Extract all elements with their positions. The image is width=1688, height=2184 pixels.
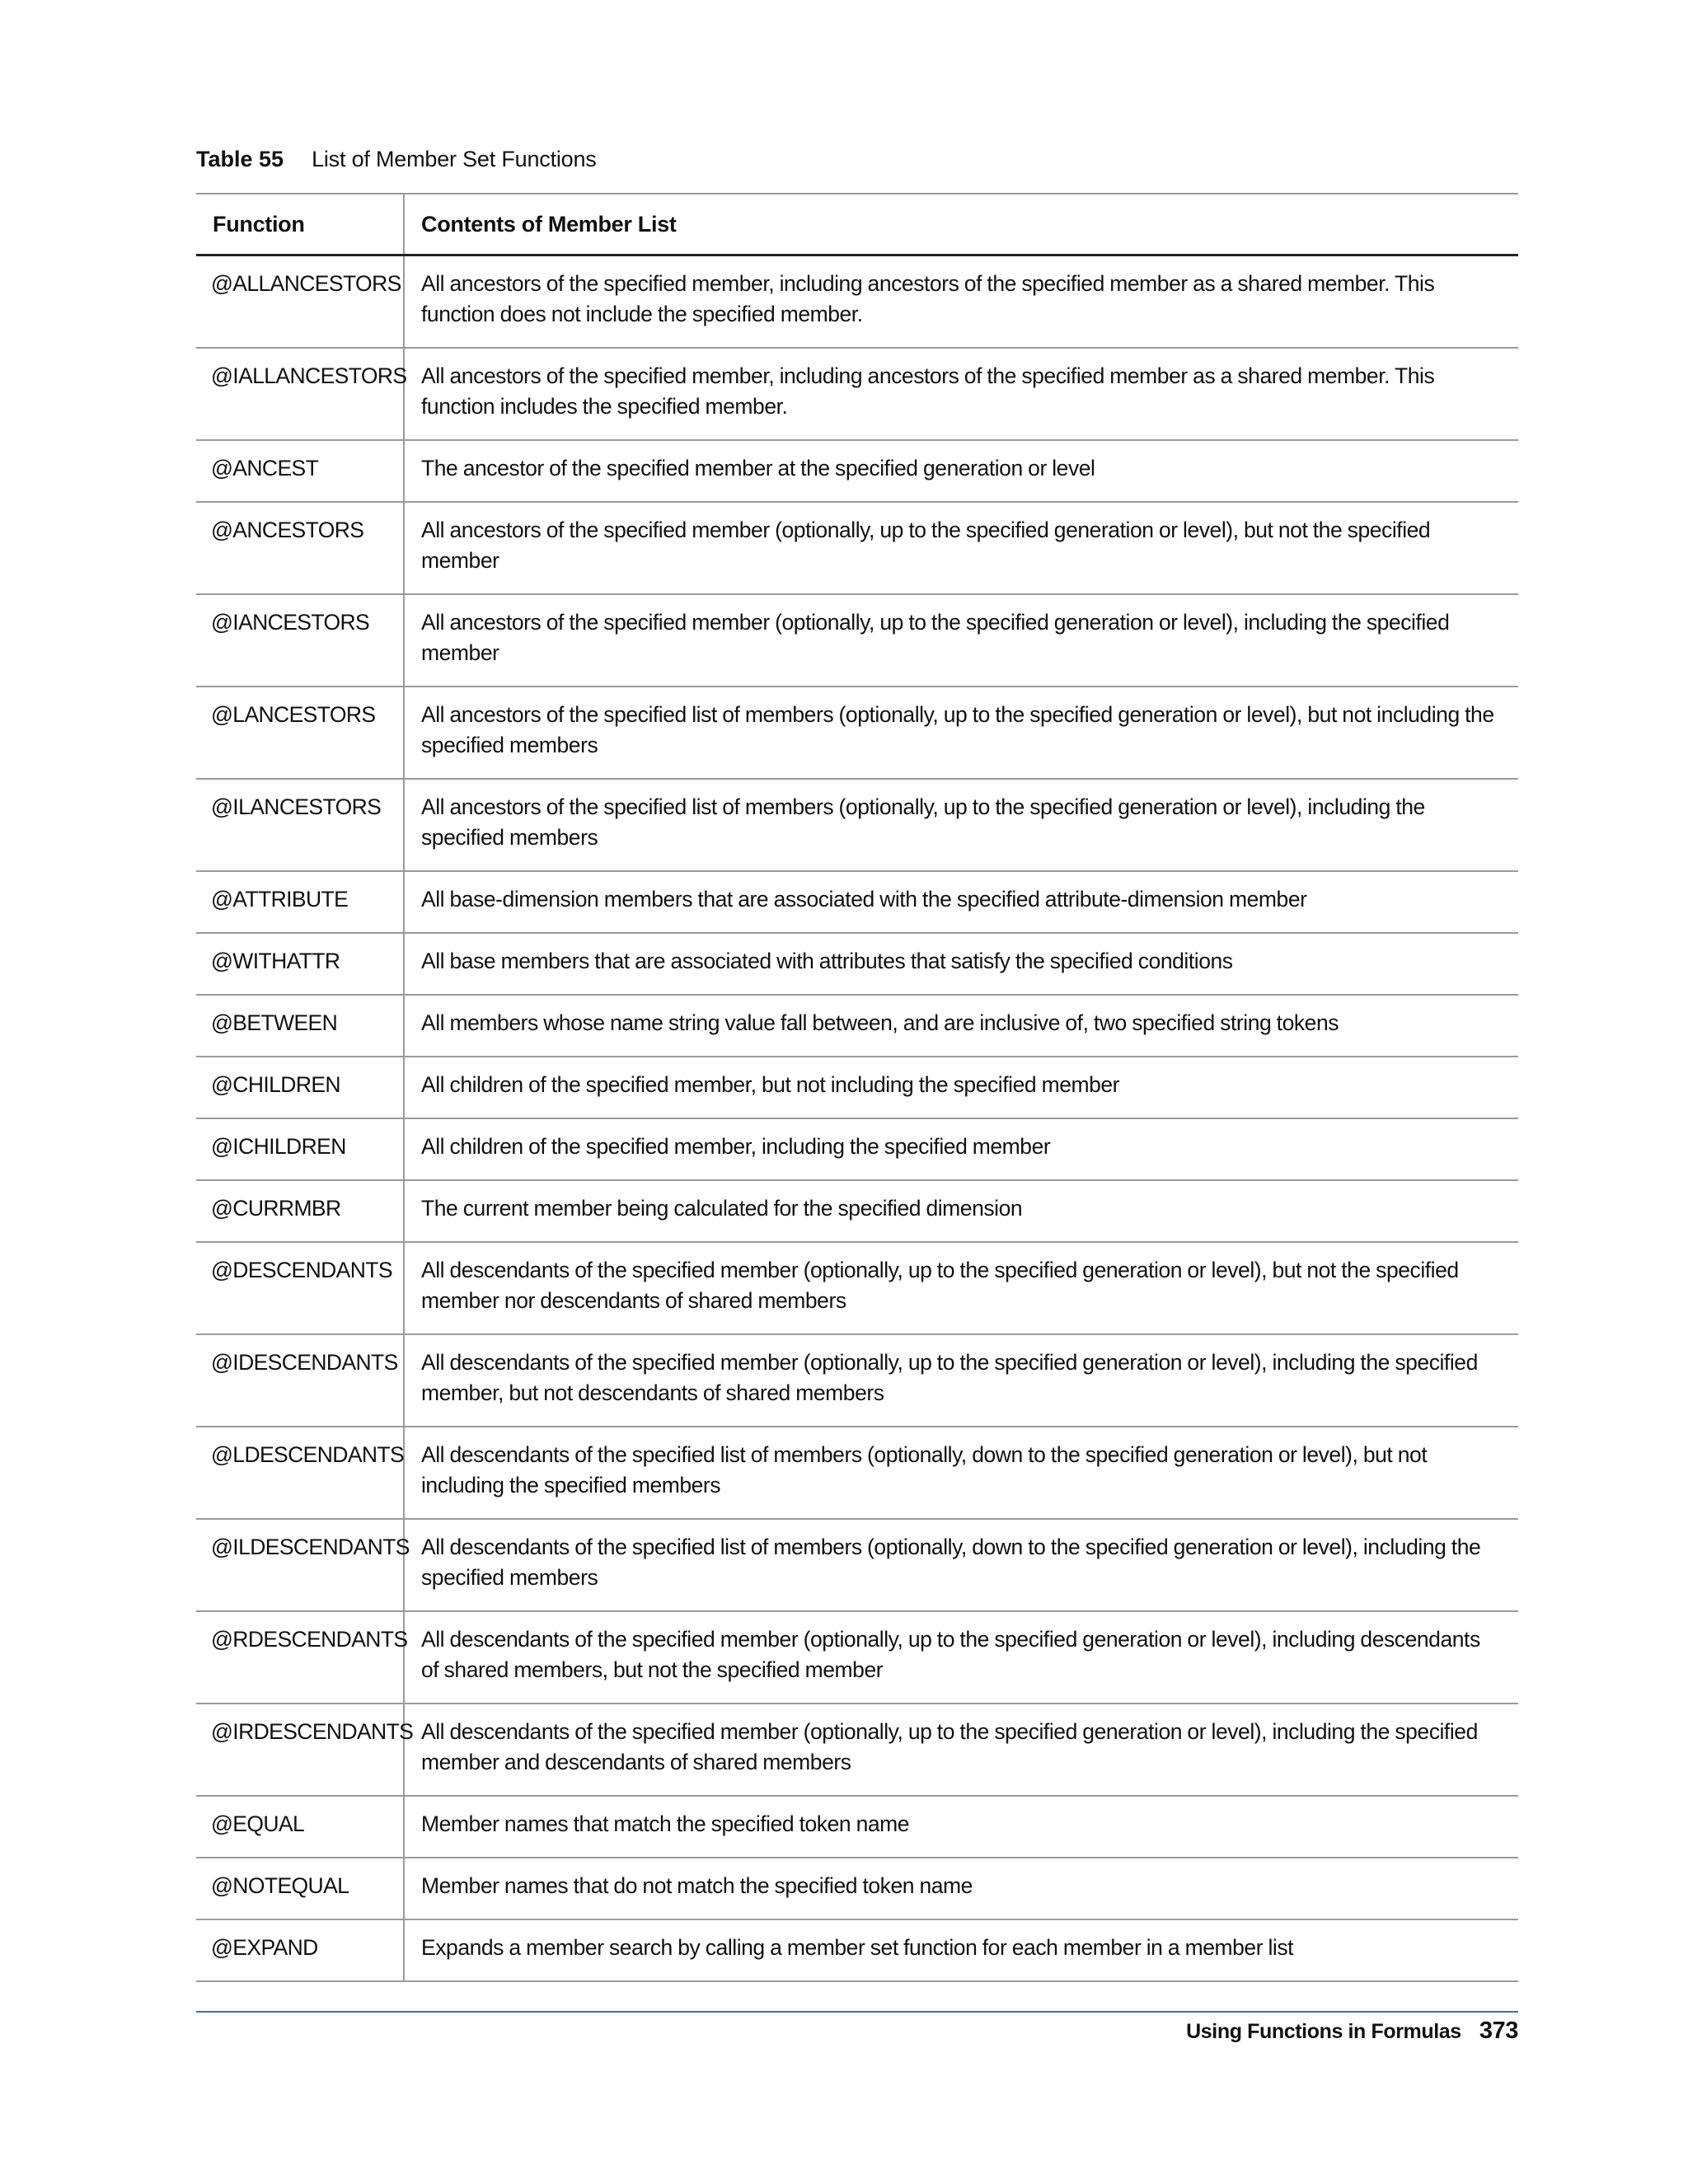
function-description: Expands a member search by calling a member set function for each member in a member list	[404, 1919, 1518, 1981]
table-row	[196, 502, 1518, 594]
function-description: All descendants of the specified member (optionally, up to the specified generation or level), including the specified member, but not descendants of shared members	[404, 1334, 1518, 1427]
function-name: @IANCESTORS	[196, 594, 404, 687]
function-name: @NOTEQUAL	[196, 1858, 404, 1919]
page-number: 373	[1479, 2018, 1518, 2044]
table-row	[196, 348, 1518, 440]
function-name: @EQUAL	[196, 1796, 404, 1858]
header-function: Function	[196, 194, 404, 255]
function-name: @ILANCESTORS	[196, 779, 404, 871]
function-description: All ancestors of the specified member (optionally, up to the specified generation or level), but not the specified member	[404, 502, 1518, 594]
function-name: @EXPAND	[196, 1919, 404, 1981]
table-row	[196, 1519, 1518, 1611]
footer-divider	[196, 2011, 1518, 2013]
page-footer	[1186, 2018, 1518, 2045]
function-name: @CURRMBR	[196, 1180, 404, 1242]
function-name: @BETWEEN	[196, 995, 404, 1057]
footer-section-title: Using Functions in Formulas	[1186, 2020, 1461, 2043]
table-row	[196, 933, 1518, 995]
function-description: All descendants of the specified member (optionally, up to the specified generation or level), but not the specified member nor descendants of shared members	[404, 1242, 1518, 1334]
table-row	[196, 687, 1518, 779]
table-row	[196, 1242, 1518, 1334]
function-description: All ancestors of the specified list of members (optionally, up to the specified generation or level), but not including the specified members	[404, 687, 1518, 779]
table-row	[196, 1858, 1518, 1919]
function-description: The current member being calculated for the specified dimension	[404, 1180, 1518, 1242]
header-contents: Contents of Member List	[404, 194, 1518, 255]
function-name: @WITHATTR	[196, 933, 404, 995]
table-row	[196, 1796, 1518, 1858]
function-description: All descendants of the specified list of members (optionally, down to the specified generation or level), including the specified members	[404, 1519, 1518, 1611]
function-description: All ancestors of the specified member (optionally, up to the specified generation or level), including the specified member	[404, 594, 1518, 687]
table-caption	[196, 147, 597, 172]
function-description: Member names that do not match the specified token name	[404, 1858, 1518, 1919]
function-name: @RDESCENDANTS	[196, 1611, 404, 1704]
function-name: @IDESCENDANTS	[196, 1334, 404, 1427]
table-row	[196, 594, 1518, 687]
function-description: All children of the specified member, including the specified member	[404, 1118, 1518, 1180]
table-row	[196, 1919, 1518, 1981]
function-name: @LDESCENDANTS	[196, 1427, 404, 1519]
function-name: @CHILDREN	[196, 1057, 404, 1118]
function-name: @IALLANCESTORS	[196, 348, 404, 440]
function-description: All descendants of the specified member (optionally, up to the specified generation or level), including the specified member and descendants of shared members	[404, 1704, 1518, 1796]
table-row	[196, 779, 1518, 871]
function-description: The ancestor of the specified member at the specified generation or level	[404, 440, 1518, 502]
table-row	[196, 995, 1518, 1057]
function-name: @LANCESTORS	[196, 687, 404, 779]
table-row	[196, 255, 1518, 349]
function-description: All ancestors of the specified member, including ancestors of the specified member as a shared member. This function includes the specified member.	[404, 348, 1518, 440]
function-description: All ancestors of the specified list of members (optionally, up to the specified generation or level), including the specified members	[404, 779, 1518, 871]
table-row	[196, 1611, 1518, 1704]
table-row	[196, 871, 1518, 933]
function-name: @DESCENDANTS	[196, 1242, 404, 1334]
function-description: All descendants of the specified list of members (optionally, down to the specified generation or level), but not including the specified members	[404, 1427, 1518, 1519]
function-description: Member names that match the specified token name	[404, 1796, 1518, 1858]
table-row	[196, 440, 1518, 502]
function-name: @ATTRIBUTE	[196, 871, 404, 933]
function-description: All base members that are associated with attributes that satisfy the specified conditions	[404, 933, 1518, 995]
function-name: @ALLANCESTORS	[196, 255, 404, 349]
function-description: All ancestors of the specified member, including ancestors of the specified member as a shared member. This function does not include the specified member.	[404, 255, 1518, 349]
function-name: @ANCEST	[196, 440, 404, 502]
table-header-row	[196, 194, 1518, 255]
member-set-functions-table	[196, 193, 1518, 1982]
table-row	[196, 1180, 1518, 1242]
table-number: Table 55	[196, 147, 284, 171]
table-row	[196, 1057, 1518, 1118]
function-name: @ILDESCENDANTS	[196, 1519, 404, 1611]
table-row	[196, 1334, 1518, 1427]
function-description: All descendants of the specified member (optionally, up to the specified generation or level), including descendants of shared members, but not the specified member	[404, 1611, 1518, 1704]
function-description: All children of the specified member, but not including the specified member	[404, 1057, 1518, 1118]
function-name: @ANCESTORS	[196, 502, 404, 594]
function-name: @IRDESCENDANTS	[196, 1704, 404, 1796]
table-title: List of Member Set Functions	[312, 147, 597, 171]
function-description: All members whose name string value fall between, and are inclusive of, two specified string tokens	[404, 995, 1518, 1057]
function-description: All base-dimension members that are associated with the specified attribute-dimension member	[404, 871, 1518, 933]
table-row	[196, 1427, 1518, 1519]
table-row	[196, 1704, 1518, 1796]
table-row	[196, 1118, 1518, 1180]
function-name: @ICHILDREN	[196, 1118, 404, 1180]
